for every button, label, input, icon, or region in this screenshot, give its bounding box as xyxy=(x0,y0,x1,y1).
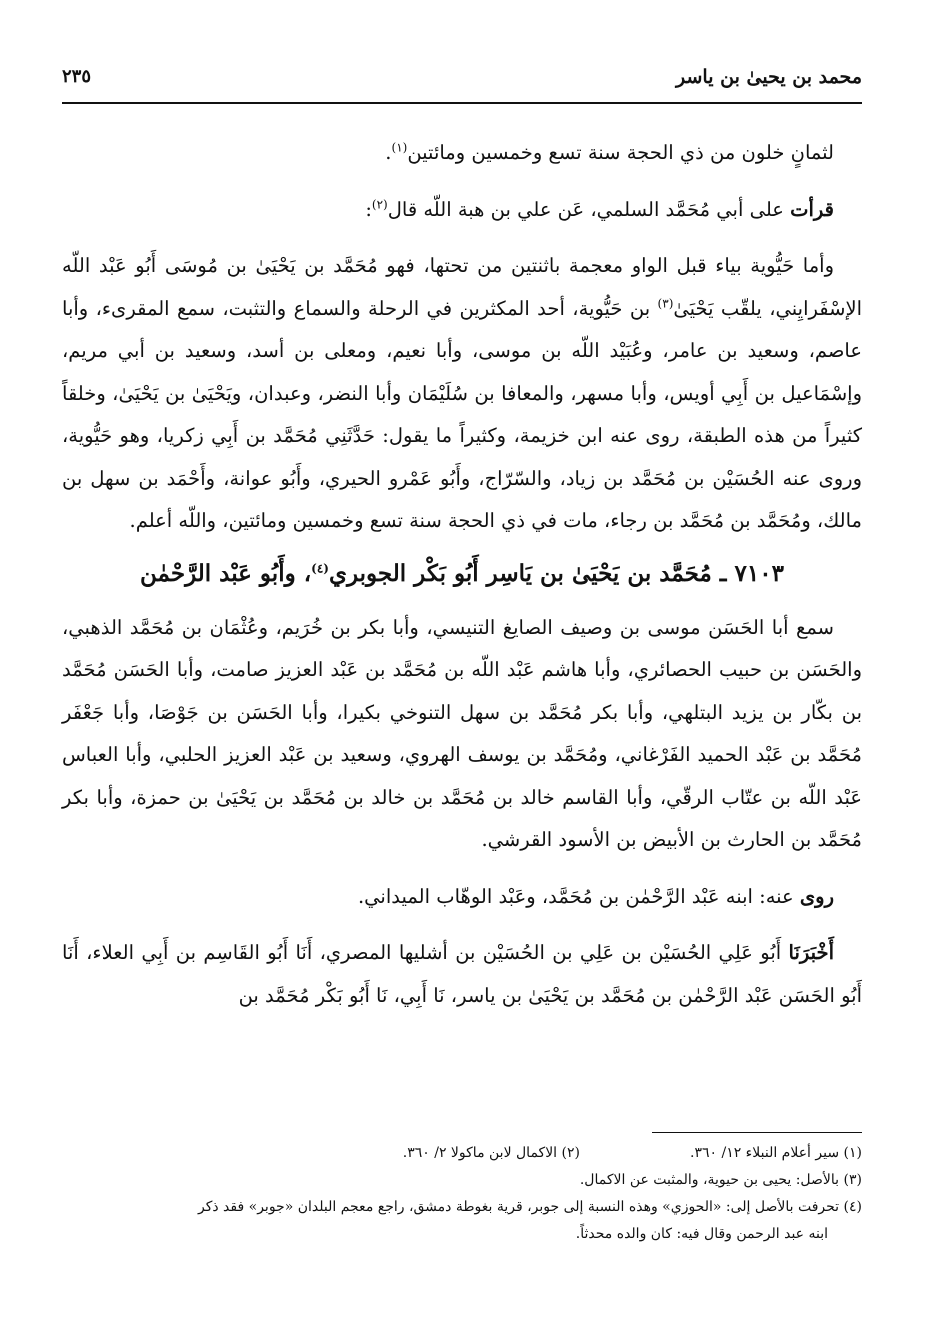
footnote-2-text: الاكمال لابن ماكولا ٢/ ٣٦٠. xyxy=(402,1145,558,1161)
paragraph-1-text: لثمانٍ خلون من ذي الحجة سنة تسع وخمسين ومائتين xyxy=(407,141,834,164)
footnote-4-continuation: ابنه عبد الرحمن وقال فيه: كان والده محدثاً. xyxy=(575,1226,828,1242)
paragraph-6-lead: أَخْبَرَنَا xyxy=(788,941,834,964)
paragraph-5 xyxy=(62,876,862,919)
footnotes xyxy=(62,1140,862,1248)
footnote-3-text: بالأصل: يحيى بن حيوية، والمثبت عن الاكمال. xyxy=(579,1172,840,1188)
page-header xyxy=(62,62,862,102)
paragraph-2-text: على أبي مُحَمَّد السلمي، عَن علي بن هبة اللّه قال xyxy=(387,197,791,221)
paragraph-5-text: عنه: ابنه عَبْد الرَّحْمٰن بن مُحَمَّد، وعَبْد الوهّاب الميداني. xyxy=(357,884,800,908)
header-rule xyxy=(62,102,862,104)
footnote-3 xyxy=(62,1167,862,1194)
footnote-ref-4: (٤) xyxy=(311,560,329,575)
footnote-2-number: (٢) xyxy=(561,1145,580,1161)
book-page xyxy=(62,62,862,1017)
paragraph-2-lead: قرأت xyxy=(790,197,834,221)
footnote-2 xyxy=(403,1140,580,1167)
paragraph-2-end: : xyxy=(365,197,372,221)
footnote-row-1-2 xyxy=(62,1140,862,1167)
footnote-ref-2: (٢) xyxy=(371,197,388,211)
paragraph-3-text-b: بن حَيُّوية، أحد المكثرين في الرحلة والسماع والتثبت، سمع المقرىء، وأبا عاصم، وسعيد بن عامر، وعُبَيْد اللّه بن موسى، وأبا نعيم، ومعلى بن أسد، وسعيد بن أبي مريم، وإسْمَاعيل بن أَبِي أويس، وأبا مسهر، والمعافا بن سُلَيْمَان وأبا النضر، وعبدان، ويَحْيَىٰ بن يَحْيَىٰ، وخلقاً كثيراً من هذه الطبقة، روى عنه ابن خزيمة، وكثيراً ما يقول: حَدَّثَنِي مُحَمَّد بن أَبِي زكريا، وهو حَيُّوية، وروى عنه الحُسَيْن بن مُحَمَّد بن زياد، والسّرّاج، وأَبُو عَمْرو الحيري، وأَبُو عوانة، وأَحْمَد بن سهل بن مالك، ومُحَمَّد بن مُحَمَّد بن رجاء، مات في ذي الحجة سنة تسع وخمسين ومائتين، واللّه أعلم. xyxy=(62,296,862,532)
running-title: محمد بن يحيىٰ بن ياسر xyxy=(676,66,862,88)
paragraph-4 xyxy=(62,607,862,862)
paragraph-4-text: سمع أبا الحَسَن موسى بن وصيف الصايغ التنيسي، وأبا بكر بن خُرَيم، وعُثْمَان بن مُحَمَّد الذهبي، والحَسَن بن حبيب الحصائري، وأبا هاشم عَبْد اللّه بن مُحَمَّد بن عَبْد العزيز صامت، وأبا الحَسَن مُحَمَّد بن بكّار بن يزيد البتلهي، وأبا بكر مُحَمَّد بن سهل التنوخي بكيرا، وأبا الحَسَن بن جَوْصَا، وأبا جَعْفَر مُحَمَّد بن عَبْد الحميد الفَرْغاني، ومُحَمَّد بن يوسف الهروي، وسعيد بن عَبْد العزيز الحلبي، وأبا العباس عَبْد اللّه بن عتّاب الرقّي، وأبا القاسم خالد بن مُحَمَّد بن خالد بن مُحَمَّد بن يَحْيَىٰ بن حمزة، وأبا بكر مُحَمَّد بن الحارث بن الأبيض بن الأسود القرشي. xyxy=(62,615,862,851)
footnote-ref-1: (١) xyxy=(391,140,408,155)
footnote-4-number: (٤) xyxy=(843,1199,862,1215)
paragraph-1 xyxy=(62,132,862,175)
footnote-4-text: تحرفت بالأصل إلى: «الحوزي» وهذه النسبة إلى جوبر، قرية بغوطة دمشق، راجع معجم البلدان «جوبر» فقد ذكر xyxy=(197,1199,840,1215)
footnote-4 xyxy=(62,1194,862,1221)
entry-heading-text-b: ، وأَبُو عَبْد الرَّحْمٰن xyxy=(140,559,312,587)
paragraph-1-end: . xyxy=(385,141,392,164)
footnote-rule xyxy=(652,1132,862,1133)
footnote-1-text: سير أعلام النبلاء ١٢/ ٣٦٠. xyxy=(690,1145,840,1161)
paragraph-5-lead: روى xyxy=(799,884,834,908)
footnote-1 xyxy=(690,1140,862,1167)
paragraph-3-text-a: وأما حَيُّوية بياء قبل الواو معجمة باثنتين من تحتها، فهو مُحَمَّد بن يَحْيَىٰ بن مُوسَى أَبُو عَبْد اللّه الإسْفَرايِني، يلقّب يَحْيَىٰ xyxy=(62,254,862,320)
paragraph-6-text: أَبُو عَلِي الحُسَيْن بن عَلِي بن الحُسَيْن بن أشليها المصري، أَنَا أَبُو القَاسِم بن أَبِي العلاء، أَنَا أَبُو الحَسَن عَبْد الرَّحْمٰن بن مُحَمَّد بن يَحْيَىٰ بن ياسر، نَا أَبِي، نَا أَبُو بَكْر مُحَمَّد بن xyxy=(62,941,862,1007)
paragraph-3 xyxy=(62,245,862,543)
entry-heading-text: ٧١٠٣ ـ مُحَمَّد بن يَحْيَىٰ بن يَاسِر أَبُو بَكْر الجوبري xyxy=(328,559,784,587)
footnote-1-number: (١) xyxy=(843,1145,862,1161)
paragraph-2 xyxy=(62,189,862,232)
footnote-ref-3: (٣) xyxy=(657,296,674,310)
footnote-3-number: (٣) xyxy=(843,1172,862,1188)
entry-heading xyxy=(62,549,862,599)
page-number: ٢٣٥ xyxy=(62,66,92,87)
paragraph-6 xyxy=(62,932,862,1017)
page-body xyxy=(62,132,862,1017)
